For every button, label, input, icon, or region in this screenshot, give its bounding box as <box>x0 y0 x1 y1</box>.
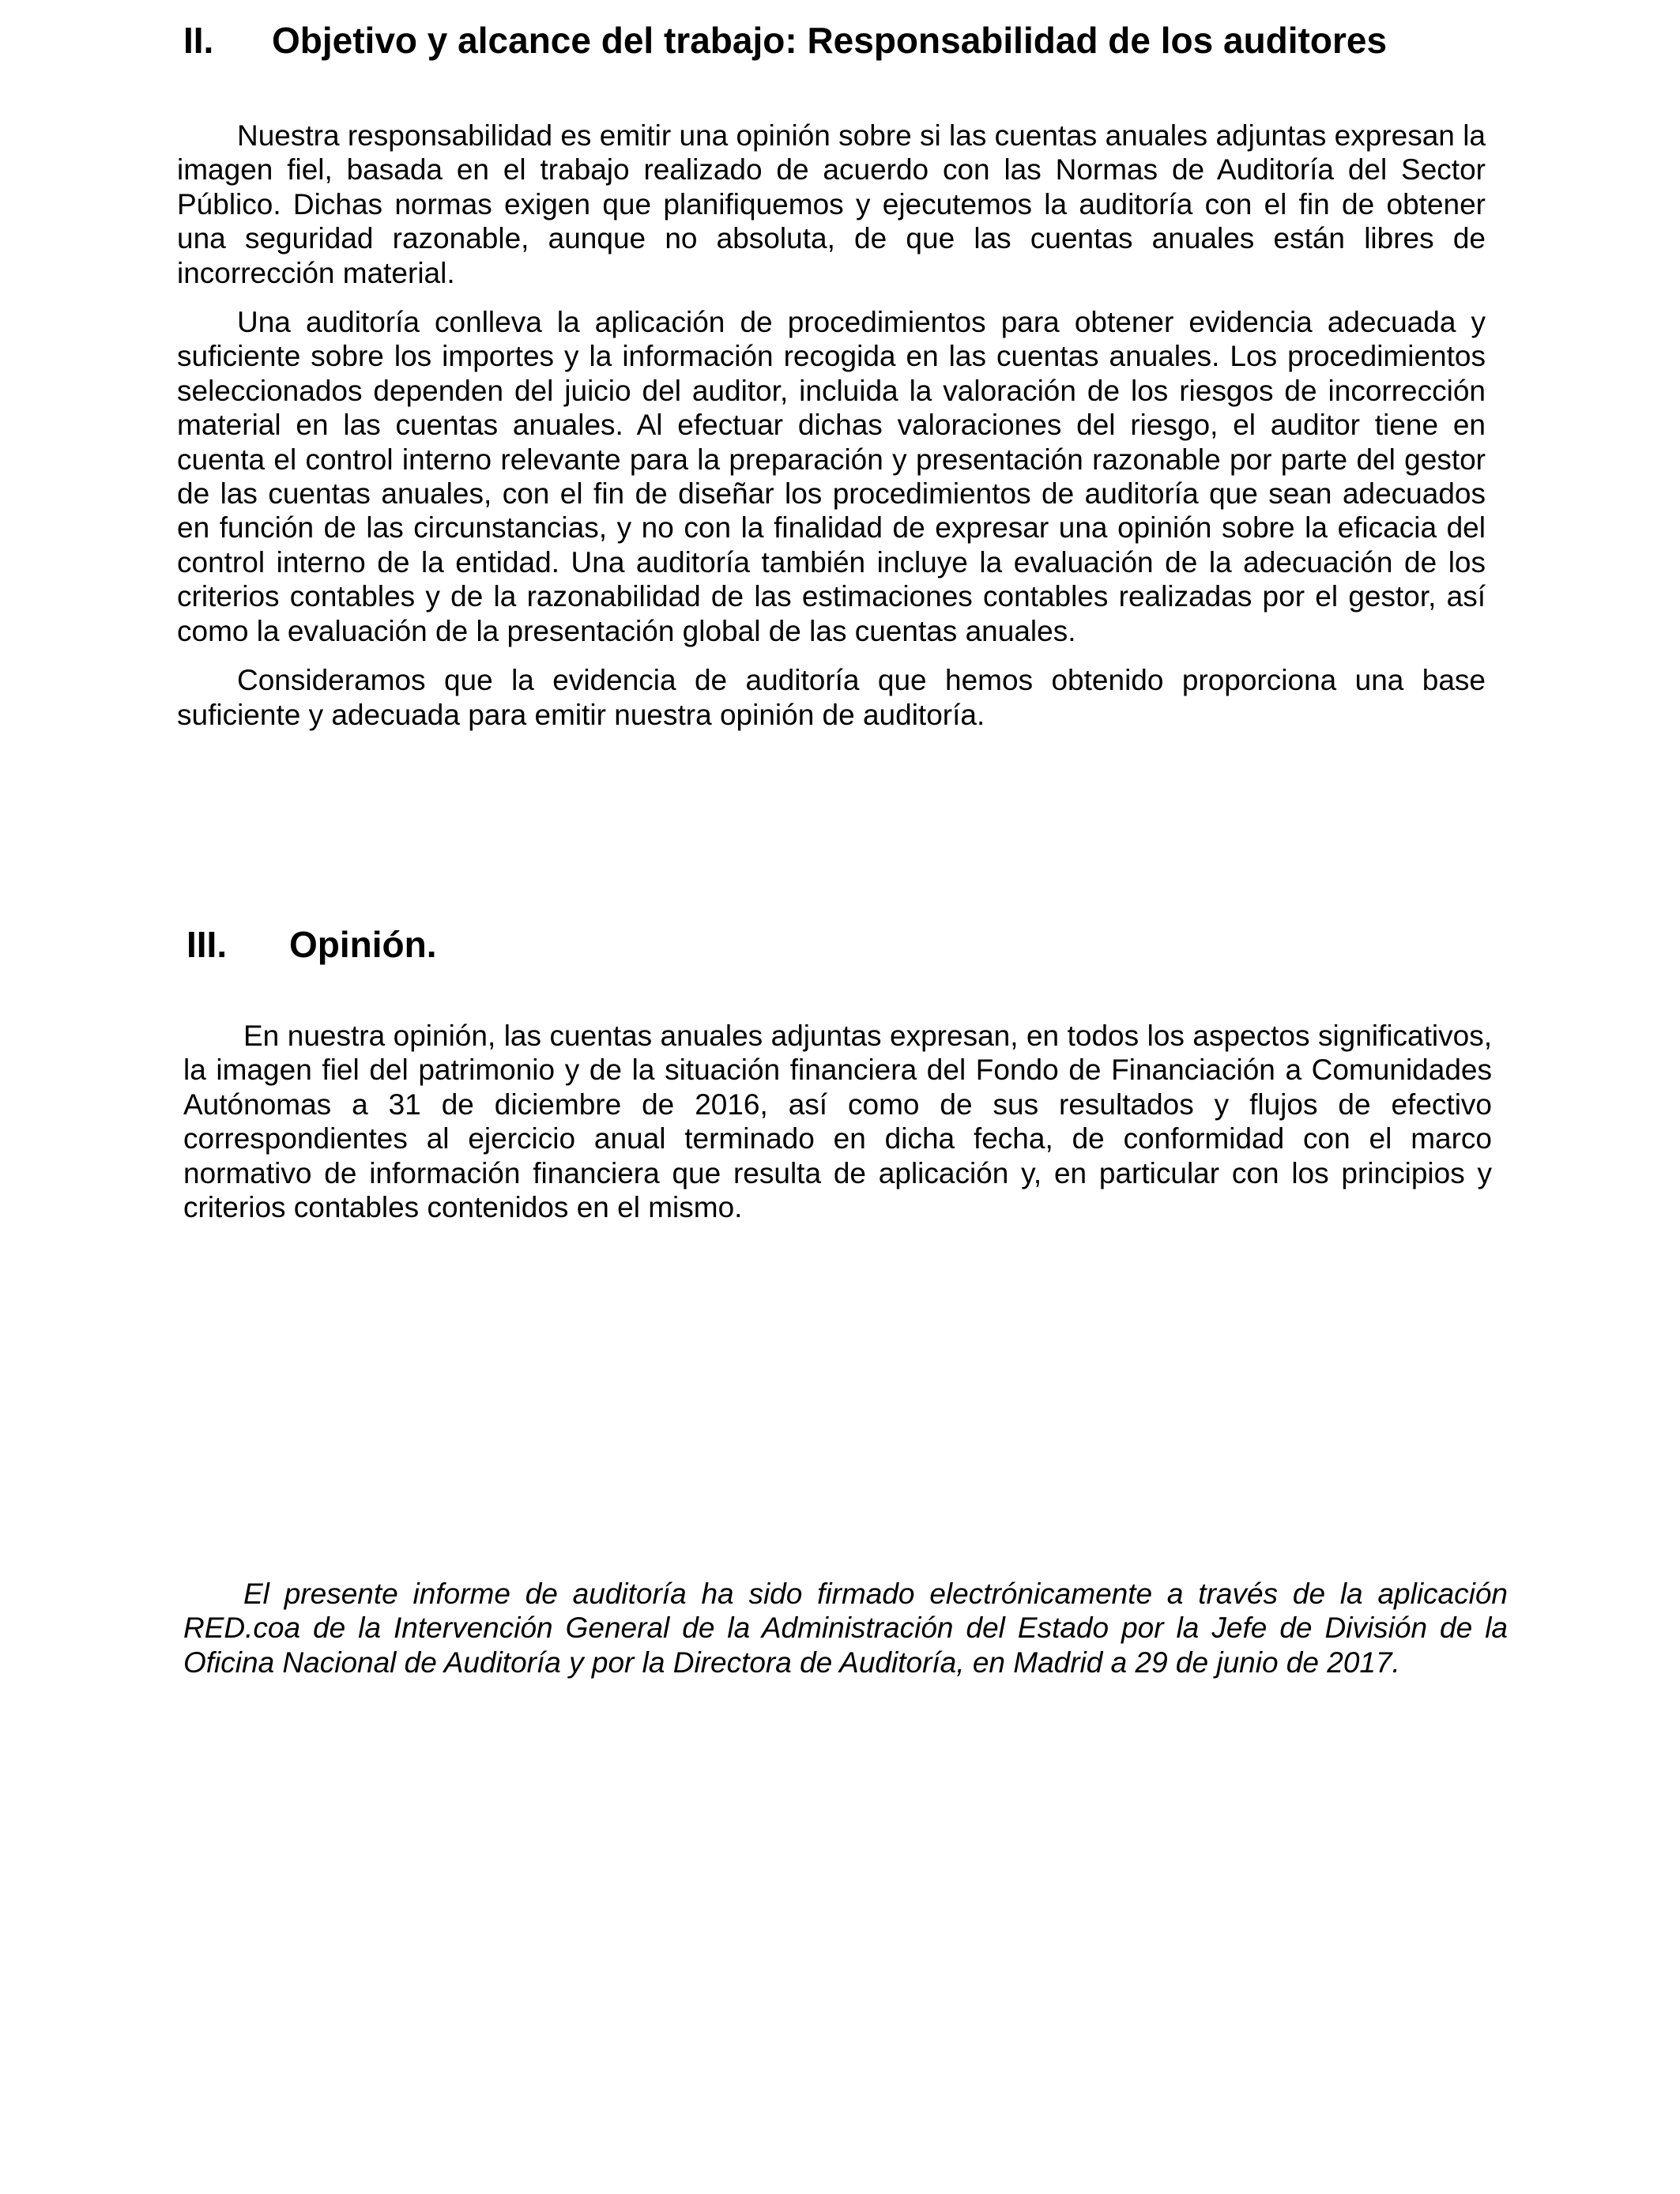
section-3-heading <box>186 923 437 966</box>
section-3-body <box>183 1019 1492 1224</box>
section-2-paragraph-1: Nuestra responsabilidad es emitir una opinión sobre si las cuentas anuales adjuntas expresan la imagen fiel, basada en el trabajo realizado de acuerdo con las Normas de Auditoría del Sector Público. Dichas normas exigen que planifiquemos y ejecutemos la auditoría con el fin de obtener una seguridad razonable, aunque no absoluta, de que las cuentas anuales están libres de incorrección material. <box>177 119 1486 289</box>
section-2-title: Objetivo y alcance del trabajo: Responsabilidad de los auditores <box>272 20 1388 61</box>
signature-note <box>183 1577 1508 1679</box>
section-3-title: Opinión. <box>289 924 437 965</box>
section-3-number: III. <box>186 924 228 965</box>
section-2-heading <box>183 19 1387 62</box>
section-2-paragraph-2: Una auditoría conlleva la aplicación de procedimientos para obtener evidencia adecuada y suficiente sobre los importes y la información recogida en las cuentas anuales. Los procedimientos seleccionados dependen del juicio del auditor, incluida la valoración de los riesgos de incorrección material en las cuentas anuales. Al efectuar dichas valoraciones del riesgo, el auditor tiene en cuenta el control interno relevante para la preparación y presentación razonable por parte del gestor de las cuentas anuales, con el fin de diseñar los procedimientos de auditoría que sean adecuados en función de las circunstancias, y no con la finalidad de expresar una opinión sobre la eficacia del control interno de la entidad. Una auditoría también incluye la evaluación de la adecuación de los criterios contables y de la razonabilidad de las estimaciones contables realizadas por el gestor, así como la evaluación de la presentación global de las cuentas anuales. <box>177 306 1486 647</box>
section-3-paragraph-1: En nuestra opinión, las cuentas anuales adjuntas expresan, en todos los aspectos significativos, la imagen fiel del patrimonio y de la situación financiera del Fondo de Financiación a Comunidades Autónomas a 31 de diciembre de 2016, así como de sus resultados y flujos de efectivo correspondientes al ejercicio anual terminado en dicha fecha, de conformidad con el marco normativo de información financiera que resulta de aplicación y, en particular con los principios y criterios contables contenidos en el mismo. <box>183 1020 1492 1224</box>
section-2-paragraph-3: Consideramos que la evidencia de auditoría que hemos obtenido proporciona una base suficiente y adecuada para emitir nuestra opinión de auditoría. <box>177 664 1486 731</box>
signature-note-text: El presente informe de auditoría ha sido firmado electrónicamente a través de la aplicación RED.coa de la Intervención General de la Administración del Estado por la Jefe de División de la Oficina Nacional de Auditoría y por la Directora de Auditoría, en Madrid a 29 de junio de 2017. <box>183 1578 1508 1679</box>
section-2-body <box>177 119 1486 732</box>
section-2-number: II. <box>183 20 214 61</box>
